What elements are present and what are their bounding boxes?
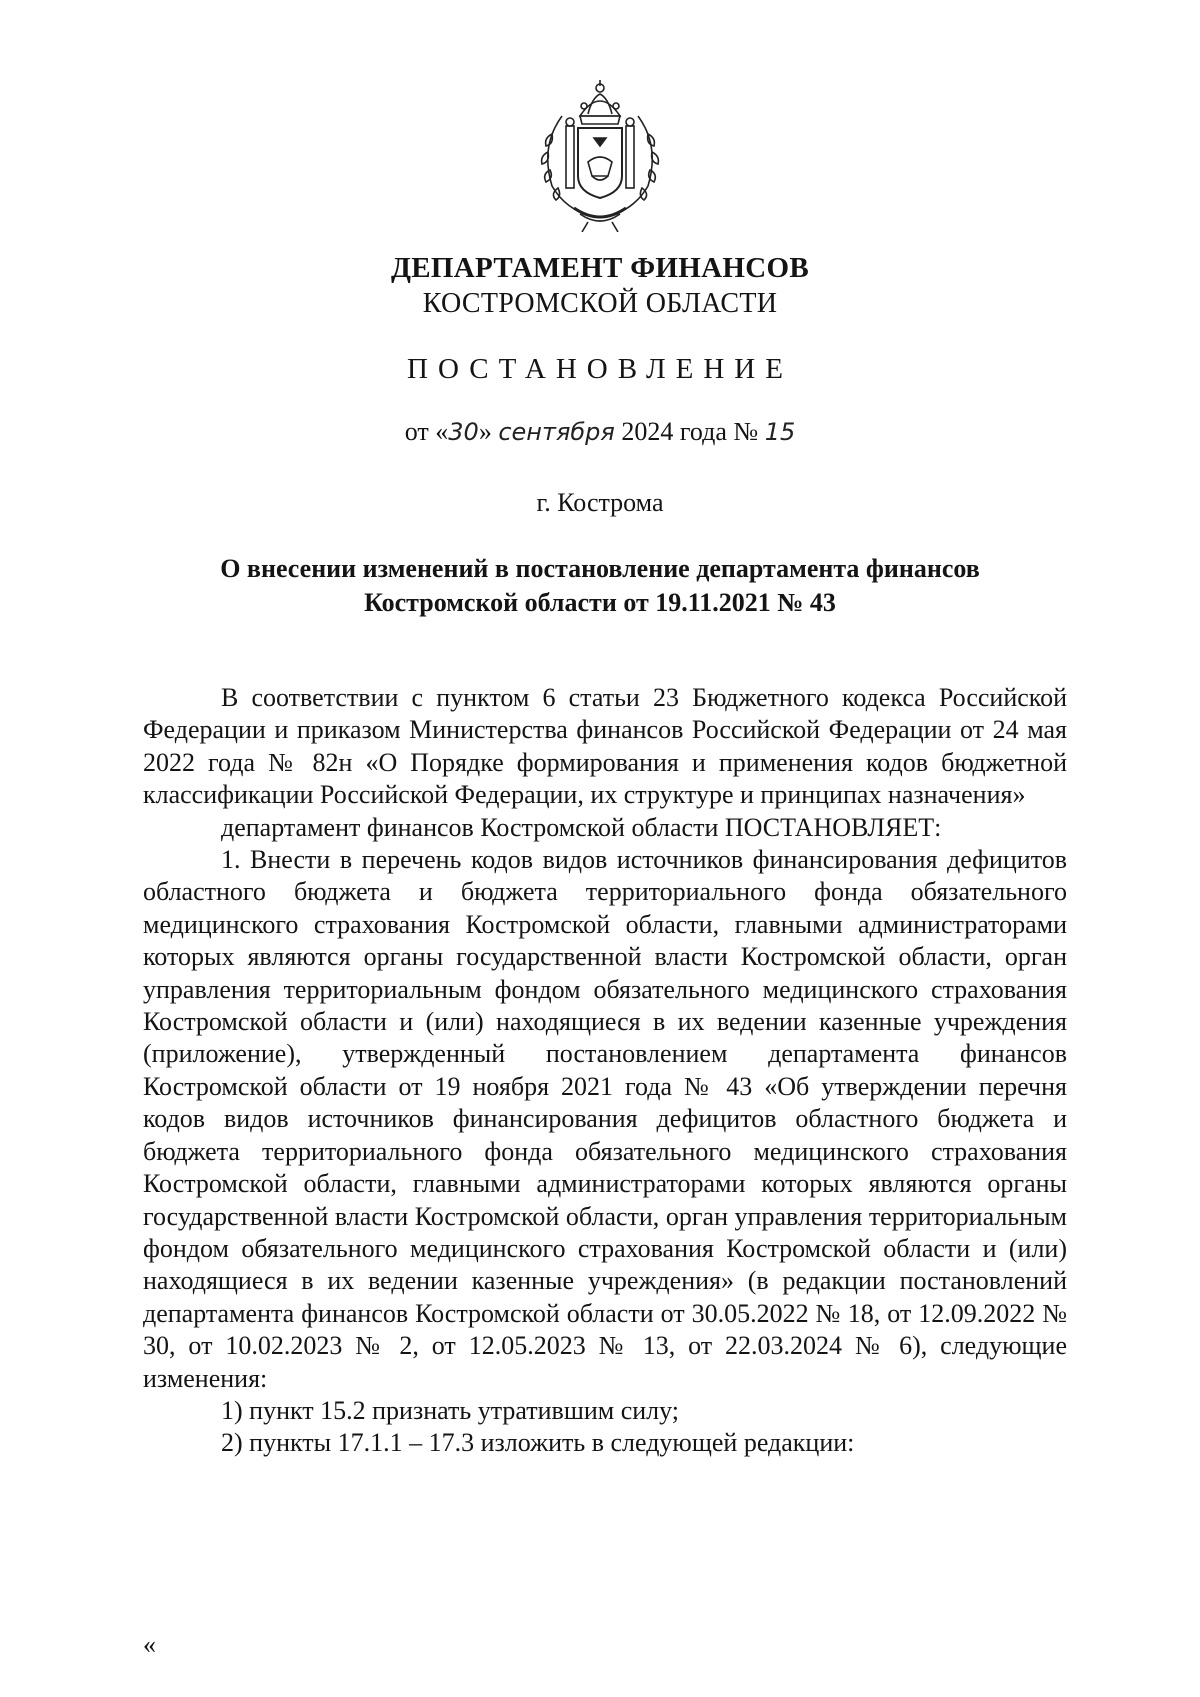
subject-line-1: О внесении изменений в постановление департамента финансов bbox=[220, 554, 980, 583]
date-day-handwritten: 30 bbox=[448, 418, 479, 446]
item-1-paragraph: 1. Внести в перечень кодов видов источников финансирования дефицитов областного бюджета и бюджета территориального фонда обязательного медицинского страхования Костромской области, главными администраторами которых являются органы государственной власти Костромской области, орган управления территориальным фондом обязательного медицинского страхования Костромской области и (или) находящиеся в их ведении казенные учреждения (приложение), утвержденный постановлением департамента финансов Костромской области от 19 ноября 2021 года № 43 «Об утверждении перечня кодов видов источников финансирования дефицитов областного бюджета и бюджета территориального фонда обязательного медицинского страхования Костромской области, главными администраторами которых являются органы государственной власти Костромской области, орган управления территориальным фондом обязательного медицинского страхования Костромской области и (или) находящиеся в их ведении казенные учреждения» (в редакции постановлений департамента финансов Костромской области от 30.05.2022 № 18, от 12.09.2022 № 30, от 10.02.2023 № 2, от 12.05.2023 № 13, от 22.03.2024 № 6), следующие изменения: bbox=[143, 845, 1067, 1393]
preamble-paragraph: В соответствии с пунктом 6 статьи 23 Бюджетного кодекса Российской Федерации и приказом Министерства финансов Российской Федерации от 24 мая 2022 года № 82н «О Порядке формирования и применения кодов бюджетной классификации Российской Федерации, их структуре и принципах назначения» bbox=[143, 683, 1067, 810]
document-number-handwritten: 15 bbox=[764, 418, 796, 446]
document-subject bbox=[0, 552, 1200, 620]
document-body bbox=[143, 682, 1067, 1460]
department-region: КОСТРОМСКОЙ ОБЛАСТИ bbox=[422, 288, 778, 319]
resolution-paragraph: департамент финансов Костромской области ПОСТАНОВЛЯЕТ: bbox=[221, 812, 942, 842]
date-month-handwritten: сентября bbox=[498, 418, 615, 446]
document-date-line bbox=[0, 417, 1200, 447]
subject-line-2: Костромской области от 19.11.2021 № 43 bbox=[364, 588, 836, 617]
department-title: ДЕПАРТАМЕНТ ФИНАНСОВ bbox=[391, 252, 809, 284]
subitem-1-paragraph: 1) пункт 15.2 признать утратившим силу; bbox=[221, 1395, 680, 1425]
date-year-text: 2024 года № bbox=[614, 417, 765, 446]
opening-quote: « bbox=[143, 1630, 156, 1659]
document-type: ПОСТАНОВЛЕНИЕ bbox=[407, 353, 793, 385]
coat-of-arms-emblem bbox=[522, 76, 678, 232]
date-mid: » bbox=[478, 417, 499, 446]
subitem-2-paragraph: 2) пункты 17.1.1 – 17.3 изложить в следующей редакции: bbox=[221, 1428, 855, 1458]
date-prefix: от « bbox=[404, 417, 449, 446]
city: г. Кострома bbox=[536, 488, 664, 517]
